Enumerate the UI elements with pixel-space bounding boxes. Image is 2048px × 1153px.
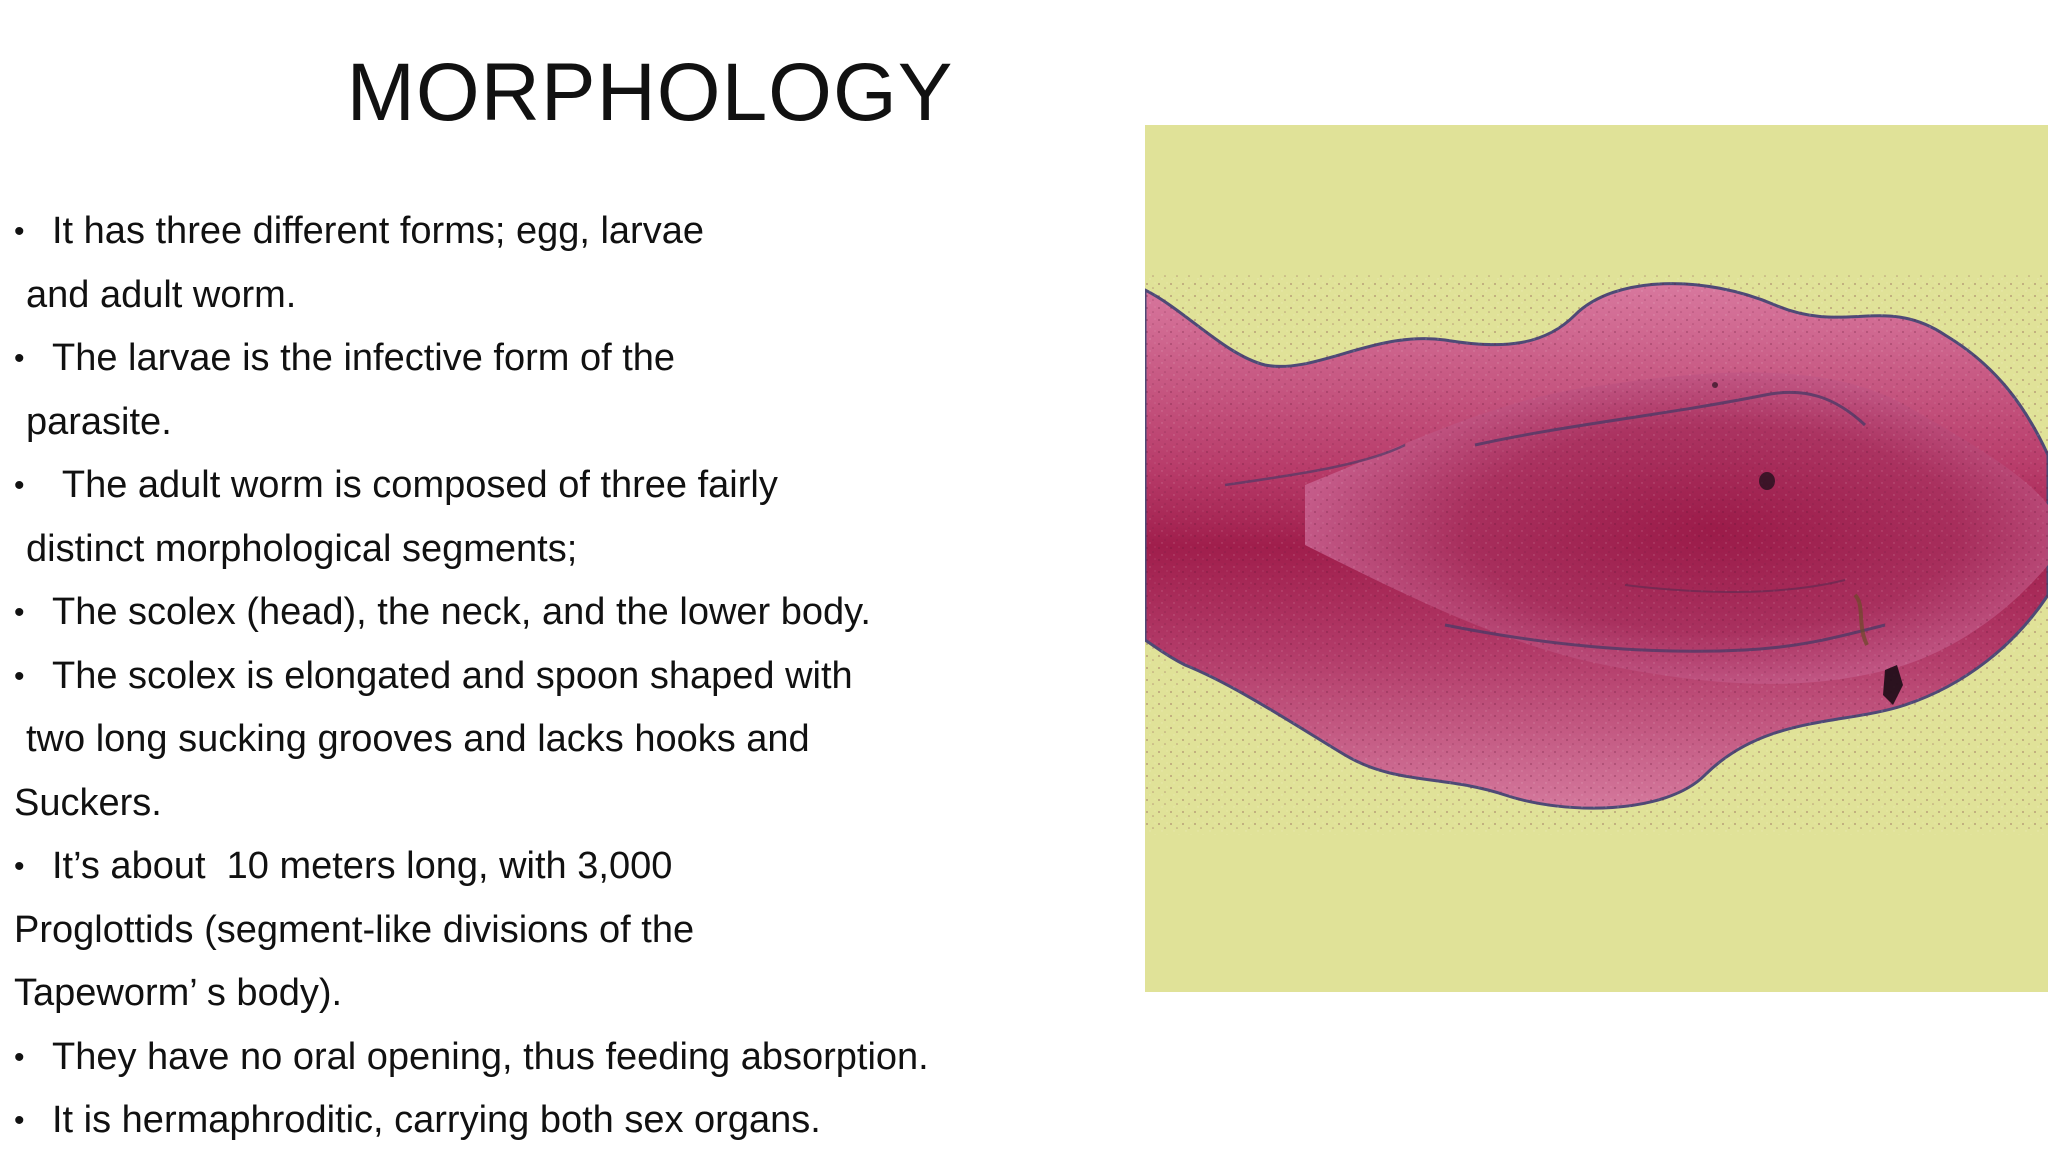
list-item: • The scolex is elongated and spoon shaped with [14, 645, 1114, 709]
tissue-texture [1145, 275, 2048, 835]
list-item: • The scolex (head), the neck, and the lower body. [14, 581, 1114, 645]
list-item: • It has three different forms; egg, larvae [14, 200, 1114, 264]
list-item: • It is hermaphroditic, carrying both sex organs. [14, 1089, 1114, 1153]
list-item: • The larvae is the infective form of the [14, 327, 1114, 391]
tapeworm-scolex-image [1145, 125, 2048, 992]
list-item-continuation: Proglottids (segment-like divisions of the [14, 908, 695, 951]
list-item: • They have no oral opening, thus feeding absorption. [14, 1026, 1114, 1090]
list-item-continuation: and adult worm. [26, 273, 297, 316]
list-item-continuation: parasite. [26, 400, 172, 443]
dark-spot [1759, 472, 1775, 490]
list-item-continuation: Tapeworm’ s body). [14, 972, 343, 1014]
list-item-continuation: Suckers. [14, 781, 162, 824]
slide-title: MORPHOLOGY [346, 47, 954, 138]
list-item: • The adult worm is composed of three fairly [14, 454, 1114, 518]
bullet-list [14, 200, 1114, 1153]
list-item: • It’s about 10 meters long, with 3,000 [14, 835, 1114, 899]
list-item-continuation: distinct morphological segments; [26, 527, 578, 570]
tapeworm-scolex-illustration [1145, 125, 2048, 992]
list-item-continuation: two long sucking grooves and lacks hooks and [26, 718, 810, 760]
dark-spot [1712, 382, 1718, 388]
